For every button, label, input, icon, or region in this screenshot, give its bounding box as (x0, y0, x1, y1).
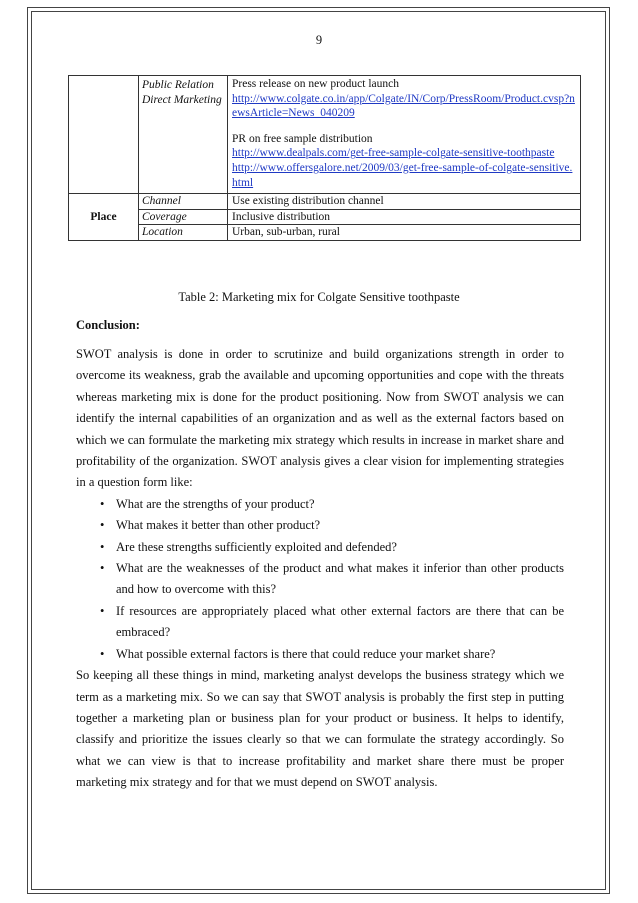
bullet-icon: • (100, 518, 105, 533)
list-item-text: What are the strengths of your product? (116, 496, 315, 511)
table-row (69, 194, 581, 210)
table-cell-content (228, 76, 581, 194)
bullet-icon: • (100, 646, 105, 661)
table-cell-content: Urban, sub-urban, rural (228, 225, 581, 241)
page-number: 9 (315, 33, 323, 47)
bullet-icon: • (100, 603, 105, 618)
list-item (76, 558, 564, 601)
table-cell-sub: Channel (139, 194, 228, 210)
question-list (76, 494, 564, 665)
table-cell-content: Use existing distribution channel (228, 194, 581, 210)
list-item (76, 601, 564, 644)
table-cell-sub: Location (139, 225, 228, 241)
table-row (69, 76, 581, 194)
dealpals-link[interactable]: http://www.dealpals.com/get-free-sample-colgate-sensitive-toothpaste (232, 147, 555, 160)
sub-label-promotion: Public Relation Direct Marketing (142, 79, 222, 106)
list-item (76, 515, 564, 536)
table-caption: Table 2: Marketing mix for Colgate Sensitive toothpaste (178, 290, 460, 304)
bullet-icon: • (100, 539, 105, 554)
paragraph: SWOT analysis is done in order to scrutinize and build organizations strength in order to overcome its weakness, grab the available and upcoming opportunities and cope with the threats whereas marketing mix is done for the product positioning. Now from SWOT analysis we can identify the internal capabilities of an organization and as well as the external factors based on which we can formulate the marketing mix strategy which results in increase in market share and profitability of the organization. SWOT analysis gives a clear vision for implementing strategies in a question form like: (76, 347, 564, 490)
list-item-text: What makes it better than other product? (116, 518, 321, 533)
press-release-link[interactable]: http://www.colgate.co.in/app/Colgate/IN/Corp/PressRoom/Product.cvsp?newsArticle=News_040209 (232, 92, 575, 120)
list-item-text: What are the weaknesses of the product and what makes it inferior than other products and how to overcome with this? (116, 561, 564, 597)
spacer (232, 121, 577, 132)
table-cell-sub: Coverage (139, 209, 228, 225)
table-cell-category-place: Place (69, 194, 139, 241)
list-item-text: What possible external factors is there that could reduce your market share? (116, 646, 496, 661)
content-text: Press release on new product launch (232, 78, 400, 90)
marketing-mix-table (68, 75, 581, 241)
table-row (69, 209, 581, 225)
paragraph: So keeping all these things in mind, marketing analyst develops the business strategy which we term as a marketing mix. So we can say that SWOT analysis is probably the first step in putting together a marketing plan or business plan for your product or business. It helps to identify, classify and prioritize the issues clearly so that we can formulate the strategy accordingly. So what we can view is that to increase profitability and market share there must be proper marketing mix strategy and for that we must depend on SWOT analysis. (76, 668, 564, 790)
bullet-icon: • (100, 561, 105, 576)
table-cell-category (69, 76, 139, 194)
offersgalore-link[interactable]: http://www.offersgalore.net/2009/03/get-free-sample-of-colgate-sensitive.html (232, 161, 573, 189)
list-item (76, 537, 564, 558)
list-item (76, 494, 564, 515)
table-row (69, 225, 581, 241)
table-cell-content: Inclusive distribution (228, 209, 581, 225)
conclusion-body (76, 344, 564, 794)
list-item-text: If resources are appropriately placed what other external factors are there that can be embraced? (116, 603, 564, 640)
content-text: PR on free sample distribution (232, 132, 373, 145)
list-item-text: Are these strengths sufficiently exploited and defended? (116, 539, 397, 554)
table-cell-sub (139, 76, 228, 194)
list-item (76, 644, 564, 665)
section-heading: Conclusion: (76, 318, 140, 332)
bullet-icon: • (100, 496, 105, 511)
